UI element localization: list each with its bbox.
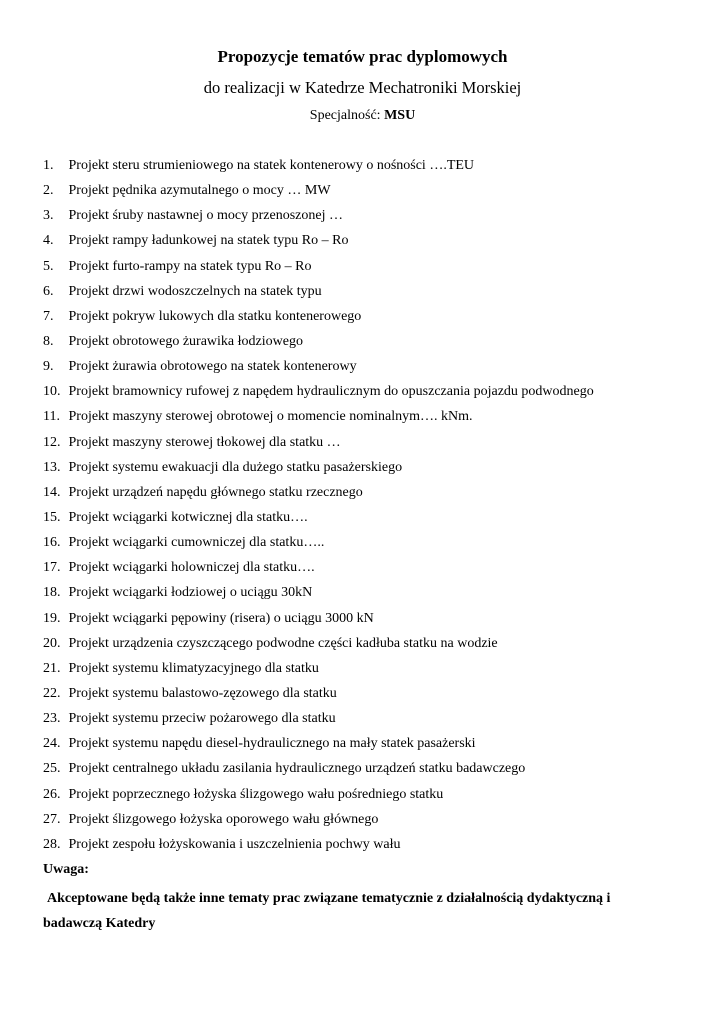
topic-item xyxy=(43,609,594,634)
topic-number: 22. xyxy=(43,685,61,701)
topic-text: Projekt maszyny sterowej obrotowej o momencie nominalnym…. kNm. xyxy=(68,409,473,425)
topic-item xyxy=(43,835,594,860)
topic-text: Projekt furto-rampy na statek typu Ro – Ro xyxy=(68,258,312,274)
topic-item xyxy=(43,458,594,483)
topic-item xyxy=(43,332,594,357)
topic-text: Projekt systemu balastowo-zęzowego dla statku xyxy=(68,685,337,701)
topic-text: Projekt urządzenia czyszczącego podwodne części kadłuba statku na wodzie xyxy=(68,635,498,651)
note-label: Uwaga: xyxy=(43,862,89,877)
topic-number: 20. xyxy=(43,635,61,651)
topic-item xyxy=(43,558,594,583)
topic-item xyxy=(43,810,594,835)
topic-item xyxy=(43,433,594,458)
topic-item xyxy=(43,684,594,709)
topic-number: 25. xyxy=(43,761,61,777)
topic-number: 10. xyxy=(43,384,61,400)
topic-item xyxy=(43,583,594,608)
topic-number: 13. xyxy=(43,459,61,475)
topic-text: Projekt wciągarki kotwicznej dla statku…. xyxy=(68,509,308,525)
topic-item xyxy=(43,508,594,533)
topic-text: Projekt śruby nastawnej o mocy przenoszonej … xyxy=(68,208,343,224)
note-text: Akceptowane będą także inne tematy prac związane tematycznie z działalnością dydaktyczną i badawczą Katedry xyxy=(43,891,611,931)
topic-text: Projekt wciągarki łodziowej o uciągu 30kN xyxy=(68,585,313,601)
topic-text: Projekt wciągarki holowniczej dla statku…. xyxy=(68,560,315,576)
topic-item xyxy=(43,659,594,684)
specialty-line xyxy=(0,106,725,126)
topic-item xyxy=(43,257,594,282)
topic-text: Projekt pędnika azymutalnego o mocy … MW xyxy=(68,183,331,199)
document-title: Propozycje tematów prac dyplomowych xyxy=(217,47,508,66)
topic-item xyxy=(43,785,594,810)
topic-text: Projekt wciągarki cumowniczej dla statku….. xyxy=(68,535,325,551)
topic-number: 27. xyxy=(43,811,61,827)
topic-text: Projekt maszyny sterowej tłokowej dla statku … xyxy=(68,434,341,450)
topic-text: Projekt drzwi wodoszczelnych na statek typu xyxy=(68,283,322,299)
topic-number: 7. xyxy=(43,308,54,324)
topic-text: Projekt ślizgowego łożyska oporowego wału głównego xyxy=(68,811,379,827)
topic-number: 16. xyxy=(43,535,61,551)
topic-item xyxy=(43,407,594,432)
topic-item xyxy=(43,533,594,558)
topic-number: 26. xyxy=(43,786,61,802)
topic-text: Projekt systemu przeciw pożarowego dla statku xyxy=(68,711,336,727)
topic-number: 4. xyxy=(43,233,54,249)
topic-text: Projekt steru strumieniowego na statek kontenerowy o nośności ….TEU xyxy=(68,158,475,173)
topic-text: Projekt systemu klimatyzacyjnego dla statku xyxy=(68,660,319,676)
topic-item xyxy=(43,759,594,784)
topic-text: Projekt żurawia obrotowego na statek kontenerowy xyxy=(68,359,357,375)
topic-number: 9. xyxy=(43,359,54,375)
topic-number: 5. xyxy=(43,258,54,274)
topic-text: Projekt pokryw lukowych dla statku kontenerowego xyxy=(68,308,362,324)
topic-number: 18. xyxy=(43,585,61,601)
topic-number: 28. xyxy=(43,836,61,852)
topic-text: Projekt zespołu łożyskowania i uszczelnienia pochwy wału xyxy=(68,836,401,852)
topic-number: 11. xyxy=(43,409,60,425)
topic-text: Projekt systemu ewakuacji dla dużego statku pasażerskiego xyxy=(68,459,403,475)
topic-number: 6. xyxy=(43,283,54,299)
topic-number: 23. xyxy=(43,711,61,727)
topic-number: 17. xyxy=(43,560,61,576)
topic-item xyxy=(43,709,594,734)
document-subtitle: do realizacji w Katedrze Mechatroniki Morskiej xyxy=(203,78,522,97)
topic-number: 8. xyxy=(43,333,54,349)
topic-text: Projekt bramownicy rufowej z napędem hydraulicznym do opuszczania pojazdu podwodnego xyxy=(68,384,594,400)
topic-text: Projekt centralnego układu zasilania hydraulicznego urządzeń statku badawczego xyxy=(68,761,526,777)
topic-text: Projekt systemu napędu diesel-hydraulicznego na mały statek pasażerski xyxy=(68,736,476,752)
topic-item xyxy=(43,181,594,206)
topic-item xyxy=(43,206,594,231)
topic-list xyxy=(43,156,594,860)
topic-item xyxy=(43,382,594,407)
topic-item xyxy=(43,734,594,759)
topic-item xyxy=(43,231,594,256)
topic-text: Projekt rampy ładunkowej na statek typu Ro – Ro xyxy=(68,233,349,249)
topic-item xyxy=(43,282,594,307)
topic-number: 1. xyxy=(43,158,54,173)
topic-item xyxy=(43,307,594,332)
specialty-label: Specjalność: xyxy=(309,108,381,123)
topic-number: 15. xyxy=(43,509,61,525)
topic-number: 21. xyxy=(43,660,61,676)
specialty-value: MSU xyxy=(384,108,416,123)
topic-text: Projekt poprzecznego łożyska ślizgowego wału pośredniego statku xyxy=(68,786,444,802)
topic-item xyxy=(43,483,594,508)
topic-number: 2. xyxy=(43,183,54,199)
topic-number: 12. xyxy=(43,434,61,450)
topic-number: 19. xyxy=(43,610,61,626)
topic-item xyxy=(43,634,594,659)
topic-text: Projekt obrotowego żurawika łodziowego xyxy=(68,333,303,349)
topic-item xyxy=(43,156,594,181)
topic-number: 3. xyxy=(43,208,54,224)
topic-number: 14. xyxy=(43,484,61,500)
topic-text: Projekt urządzeń napędu głównego statku rzecznego xyxy=(68,484,363,500)
topic-number: 24. xyxy=(43,736,61,752)
topic-item xyxy=(43,357,594,382)
topic-text: Projekt wciągarki pępowiny (risera) o uciągu 3000 kN xyxy=(68,610,374,626)
